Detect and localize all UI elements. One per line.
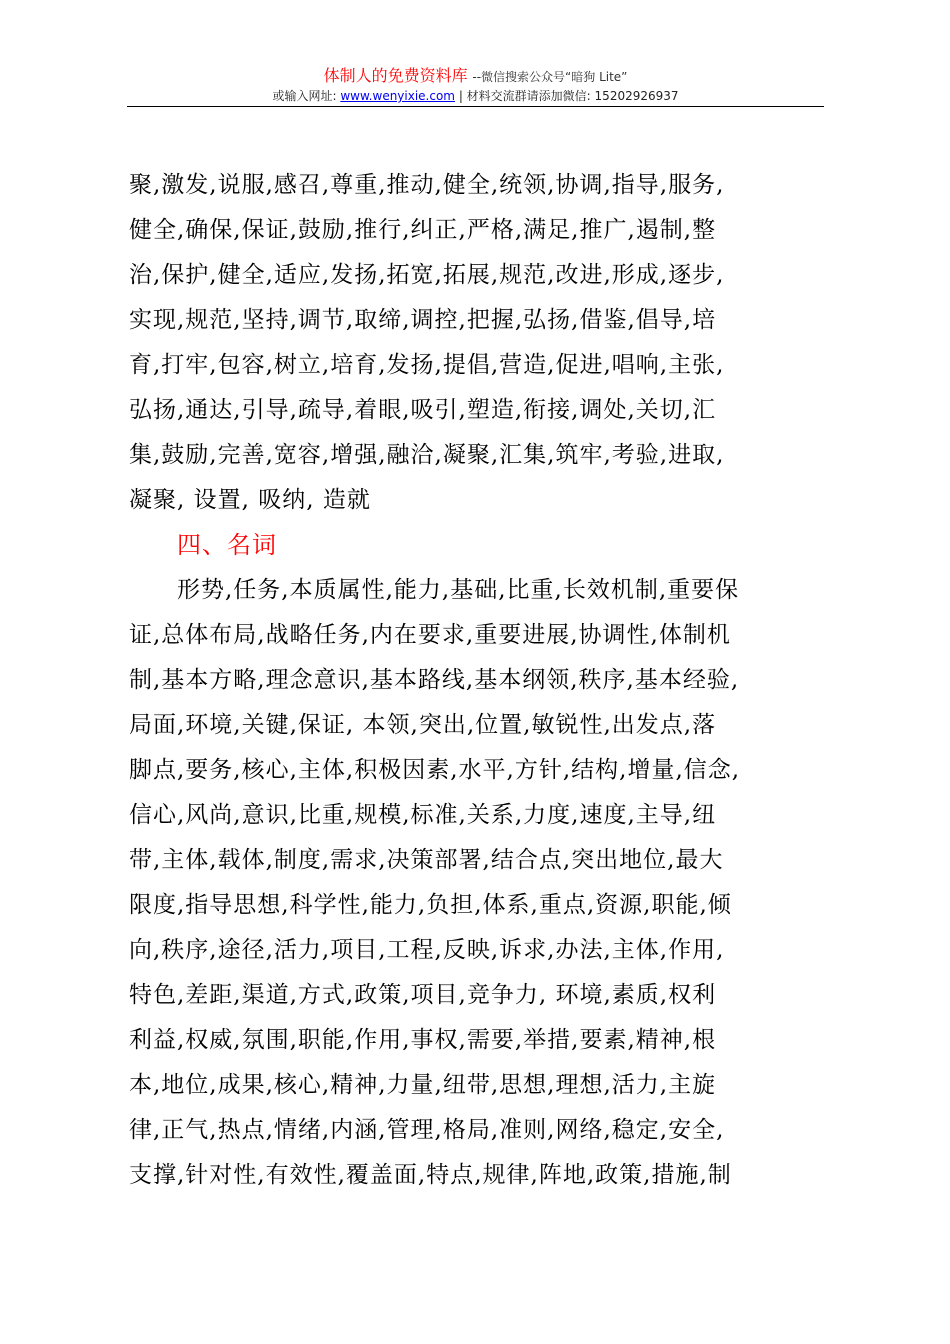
header-divider — [127, 106, 824, 107]
text-line: 证,总体布局,战略任务,内在要求,重要进展,协调性,体制机 — [129, 622, 731, 648]
text-line: 信心,风尚,意识,比重,规模,标准,关系,力度,速度,主导,纽 — [129, 802, 717, 828]
text-line: 健全,确保,保证,鼓励,推行,纠正,严格,满足,推广,遏制,整 — [129, 217, 717, 243]
header-website-link[interactable]: www.wenyixie.com — [340, 89, 455, 103]
header-brand: 体制人的免费资料库 — [323, 66, 468, 85]
text-line: 带,主体,载体,制度,需求,决策部署,结合点,突出地位,最大 — [129, 847, 724, 873]
text-line: 限度,指导思想,科学性,能力,负担,体系,重点,资源,职能,倾 — [129, 892, 732, 918]
nouns-paragraph — [129, 568, 829, 1198]
text-line: 凝聚, 设置, 吸纳, 造就 — [129, 487, 371, 513]
text-line: 利益,权威,氛围,职能,作用,事权,需要,举措,要素,精神,根 — [129, 1027, 717, 1053]
document-body — [129, 163, 829, 1198]
text-line: 向,秩序,途径,活力,项目,工程,反映,诉求,办法,主体,作用, — [129, 937, 725, 963]
text-line: 支撑,针对性,有效性,覆盖面,特点,规律,阵地,政策,措施,制 — [129, 1162, 732, 1188]
text-line: 律,正气,热点,情绪,内涵,管理,格局,准则,网络,稳定,安全, — [129, 1117, 725, 1143]
text-line: 特色,差距,渠道,方式,政策,项目,竞争力, 环境,素质,权利 — [129, 982, 717, 1008]
header-wechat-note: --微信搜索公众号“暗狗 Lite” — [472, 70, 628, 84]
text-line: 本,地位,成果,核心,精神,力量,纽带,思想,理想,活力,主旋 — [129, 1072, 717, 1098]
text-line: 育,打牢,包容,树立,培育,发扬,提倡,营造,促进,唱响,主张, — [129, 352, 725, 378]
section-heading: 四、名词 — [177, 531, 277, 559]
text-line: 脚点,要务,核心,主体,积极因素,水平,方针,结构,增量,信念, — [129, 757, 741, 783]
header-url-prefix: 或输入网址: — [272, 89, 337, 103]
text-line: 实现,规范,坚持,调节,取缔,调控,把握,弘扬,借鉴,倡导,培 — [129, 307, 717, 333]
text-line: 聚,激发,说服,感召,尊重,推动,健全,统领,协调,指导,服务, — [129, 172, 725, 198]
text-line: 集,鼓励,完善,宽容,增强,融洽,凝聚,汇集,筑牢,考验,进取, — [129, 442, 725, 468]
header-contact-line — [127, 88, 824, 104]
text-line: 弘扬,通达,引导,疏导,着眼,吸引,塑造,衔接,调处,关切,汇 — [129, 397, 717, 423]
text-line: 制,基本方略,理念意识,基本路线,基本纲领,秩序,基本经验, — [129, 667, 740, 693]
text-line: 治,保护,健全,适应,发扬,拓宽,拓展,规范,改进,形成,逐步, — [129, 262, 725, 288]
verbs-paragraph — [129, 163, 829, 523]
text-line: 形势,任务,本质属性,能力,基础,比重,长效机制,重要保 — [177, 577, 740, 603]
text-line: 局面,环境,关键,保证, 本领,突出,位置,敏锐性,出发点,落 — [129, 712, 717, 738]
header-contact: | 材料交流群请添加微信: 15202926937 — [458, 89, 679, 103]
page-header — [127, 66, 824, 104]
header-title-line — [127, 66, 824, 87]
